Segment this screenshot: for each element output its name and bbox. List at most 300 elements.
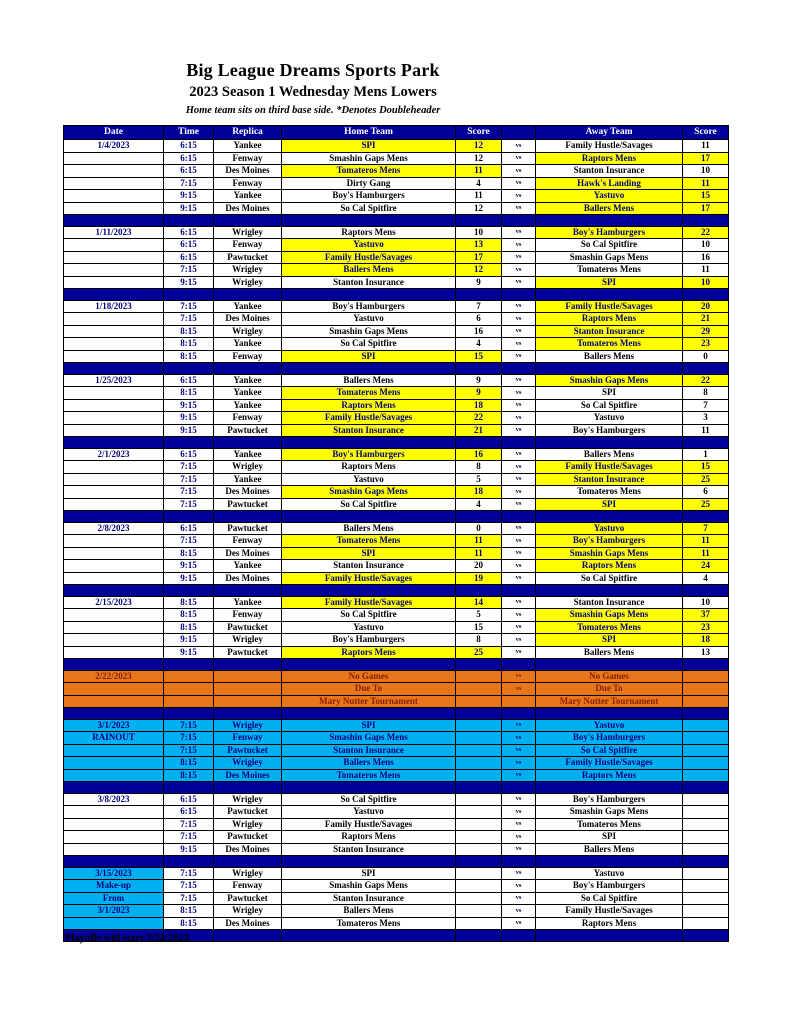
replica-cell: Des Moines [214,165,282,178]
column-header-7: Away Team [536,126,683,140]
separator-cell [456,437,502,449]
home-score-cell: 12 [456,202,502,215]
away-score-cell [683,867,729,880]
away-team-cell: Stanton Insurance [536,473,683,486]
game-row [64,226,729,239]
date-cell: 3/15/2023 [64,867,164,880]
away-score-cell [683,695,729,708]
date-cell [64,177,164,190]
time-cell: 7:15 [164,461,214,474]
time-cell: 9:15 [164,202,214,215]
time-cell: 7:15 [164,264,214,277]
game-row [64,325,729,338]
separator-cell [683,930,729,942]
time-cell: 8:15 [164,769,214,782]
vs-cell: vs [502,535,536,548]
game-row [64,412,729,425]
away-score-cell [683,732,729,745]
away-team-cell: Smashin Gaps Mens [536,547,683,560]
separator-cell [282,930,456,942]
home-score-cell: 5 [456,609,502,622]
separator-cell [214,215,282,227]
away-score-cell: 37 [683,609,729,622]
home-score-cell: 10 [456,226,502,239]
vs-cell: vs [502,165,536,178]
vs-cell: vs [502,609,536,622]
replica-cell: Yankee [214,190,282,203]
vs-cell: vs [502,276,536,289]
vs-cell: vs [502,806,536,819]
replica-cell: Pawtucket [214,892,282,905]
away-score-cell [683,769,729,782]
separator-cell [502,289,536,301]
away-score-cell [683,670,729,683]
vs-cell: vs [502,350,536,363]
away-team-cell: Family Hustle/Savages [536,757,683,770]
time-cell: 8:15 [164,609,214,622]
time-cell: 7:15 [164,486,214,499]
time-cell: 7:15 [164,313,214,326]
away-score-cell: 13 [683,646,729,659]
away-team-cell: Ballers Mens [536,350,683,363]
away-team-cell: Yastuvo [536,190,683,203]
home-team-cell: Family Hustle/Savages [282,572,456,585]
separator-cell [536,363,683,375]
game-row [64,140,729,153]
home-score-cell [456,880,502,893]
vs-cell: vs [502,251,536,264]
vs-cell: vs [502,793,536,806]
game-row [64,560,729,573]
away-score-cell [683,806,729,819]
date-cell [64,399,164,412]
time-cell: 9:15 [164,190,214,203]
time-cell: 9:15 [164,560,214,573]
away-team-cell: Tomateros Mens [536,264,683,277]
game-row [64,695,729,708]
date-cell: Make-up [64,880,164,893]
home-score-cell: 7 [456,300,502,313]
replica-cell: Pawtucket [214,424,282,437]
away-score-cell [683,892,729,905]
time-cell: 9:15 [164,424,214,437]
column-header-2: Time [164,126,214,140]
away-score-cell: 11 [683,140,729,153]
time-cell: 7:15 [164,867,214,880]
home-team-cell: Boy's Hamburgers [282,190,456,203]
time-cell: 8:15 [164,325,214,338]
vs-cell: vs [502,338,536,351]
date-cell [64,338,164,351]
column-header-3: Replica [214,126,282,140]
home-team-cell: Raptors Mens [282,399,456,412]
vs-cell: vs [502,498,536,511]
date-cell [64,473,164,486]
game-row [64,522,729,535]
away-score-cell [683,843,729,856]
separator-cell [164,363,214,375]
replica-cell [214,683,282,696]
time-cell: 8:15 [164,621,214,634]
replica-cell: Pawtucket [214,621,282,634]
home-score-cell: 12 [456,140,502,153]
home-score-cell [456,793,502,806]
separator-cell [164,782,214,794]
replica-cell: Wrigley [214,818,282,831]
time-cell: 8:15 [164,387,214,400]
away-team-cell: Smashin Gaps Mens [536,806,683,819]
separator-cell [683,782,729,794]
vs-cell: vs [502,177,536,190]
replica-cell: Fenway [214,535,282,548]
vs-cell: vs [502,905,536,918]
separator-cell [502,585,536,597]
home-team-cell: SPI [282,719,456,732]
vs-cell: vs [502,522,536,535]
vs-cell: vs [502,473,536,486]
home-score-cell: 4 [456,498,502,511]
away-score-cell [683,757,729,770]
replica-cell: Pawtucket [214,831,282,844]
away-team-cell: Due To [536,683,683,696]
date-cell [64,325,164,338]
home-score-cell: 5 [456,473,502,486]
separator-cell [536,585,683,597]
home-team-cell: Boy's Hamburgers [282,300,456,313]
home-team-cell: Stanton Insurance [282,424,456,437]
away-team-cell: Boy's Hamburgers [536,793,683,806]
home-score-cell: 19 [456,572,502,585]
home-score-cell: 4 [456,338,502,351]
away-team-cell: So Cal Spitfire [536,572,683,585]
away-team-cell: So Cal Spitfire [536,399,683,412]
separator-row [64,289,729,301]
away-score-cell: 10 [683,596,729,609]
separator-cell [64,659,164,671]
game-row [64,264,729,277]
away-team-cell: SPI [536,831,683,844]
date-cell [64,572,164,585]
away-score-cell: 17 [683,202,729,215]
separator-cell [536,708,683,720]
game-row [64,880,729,893]
replica-cell: Yankee [214,560,282,573]
home-score-cell [456,818,502,831]
home-team-cell: Smashin Gaps Mens [282,732,456,745]
date-cell: 2/1/2023 [64,448,164,461]
replica-cell: Wrigley [214,719,282,732]
separator-cell [164,289,214,301]
separator-row [64,585,729,597]
away-team-cell: Ballers Mens [536,448,683,461]
game-row [64,843,729,856]
away-team-cell: SPI [536,498,683,511]
date-cell [64,806,164,819]
playoffs-note: Playoffs will start 3/22/2023 [65,933,189,944]
separator-cell [214,437,282,449]
time-cell: 6:15 [164,448,214,461]
time-cell: 9:15 [164,412,214,425]
away-score-cell: 15 [683,461,729,474]
separator-cell [164,511,214,523]
home-score-cell: 14 [456,596,502,609]
game-row [64,917,729,930]
away-score-cell: 20 [683,300,729,313]
home-score-cell [456,670,502,683]
vs-cell: vs [502,264,536,277]
away-team-cell: So Cal Spitfire [536,239,683,252]
page-subtitle: 2023 Season 1 Wednesday Mens Lowers [189,84,437,100]
away-team-cell: SPI [536,276,683,289]
vs-cell: vs [502,226,536,239]
separator-cell [214,659,282,671]
away-team-cell: Ballers Mens [536,202,683,215]
game-row [64,547,729,560]
time-cell: 8:15 [164,547,214,560]
replica-cell: Wrigley [214,276,282,289]
separator-cell [456,511,502,523]
replica-cell: Pawtucket [214,498,282,511]
game-row [64,473,729,486]
vs-cell: vs [502,892,536,905]
time-cell: 6:15 [164,806,214,819]
separator-cell [502,511,536,523]
separator-cell [502,930,536,942]
game-row [64,202,729,215]
game-row [64,387,729,400]
replica-cell: Fenway [214,239,282,252]
replica-cell: Des Moines [214,547,282,560]
home-team-cell: Yastuvo [282,239,456,252]
away-score-cell: 4 [683,572,729,585]
home-score-cell: 11 [456,165,502,178]
separator-cell [683,511,729,523]
vs-cell: vs [502,621,536,634]
home-team-cell: Stanton Insurance [282,892,456,905]
time-cell: 8:15 [164,905,214,918]
column-header-4: Home Team [282,126,456,140]
away-team-cell: Yastuvo [536,412,683,425]
game-row [64,313,729,326]
home-team-cell: Smashin Gaps Mens [282,486,456,499]
away-team-cell: Family Hustle/Savages [536,140,683,153]
away-team-cell: Mary Nutter Tournament [536,695,683,708]
schedule-table [63,125,729,942]
replica-cell: Fenway [214,880,282,893]
away-score-cell: 17 [683,152,729,165]
home-team-cell: SPI [282,867,456,880]
home-team-cell: Family Hustle/Savages [282,818,456,831]
game-row [64,276,729,289]
time-cell: 7:15 [164,300,214,313]
vs-cell: vs [502,190,536,203]
away-team-cell: Smashin Gaps Mens [536,251,683,264]
replica-cell: Wrigley [214,757,282,770]
home-team-cell: Ballers Mens [282,905,456,918]
away-score-cell: 11 [683,424,729,437]
home-team-cell: Tomateros Mens [282,535,456,548]
home-score-cell: 8 [456,461,502,474]
vs-cell: vs [502,880,536,893]
replica-cell: Yankee [214,140,282,153]
time-cell: 7:15 [164,732,214,745]
away-team-cell: No Games [536,670,683,683]
home-score-cell: 8 [456,634,502,647]
separator-cell [683,659,729,671]
date-cell: 3/1/2023 [64,719,164,732]
home-score-cell: 12 [456,264,502,277]
replica-cell: Wrigley [214,264,282,277]
date-cell [64,239,164,252]
separator-cell [536,289,683,301]
date-cell [64,276,164,289]
home-score-cell [456,892,502,905]
separator-cell [164,585,214,597]
separator-cell [164,708,214,720]
time-cell: 7:15 [164,177,214,190]
home-team-cell: Ballers Mens [282,522,456,535]
separator-cell [683,856,729,868]
vs-cell: vs [502,670,536,683]
date-cell: 1/11/2023 [64,226,164,239]
game-row [64,596,729,609]
date-cell: 3/1/2023 [64,905,164,918]
separator-cell [164,659,214,671]
home-score-cell: 9 [456,276,502,289]
away-team-cell: Boy's Hamburgers [536,535,683,548]
home-team-cell: So Cal Spitfire [282,793,456,806]
time-cell [164,683,214,696]
home-team-cell: So Cal Spitfire [282,338,456,351]
away-score-cell: 10 [683,165,729,178]
time-cell: 7:15 [164,880,214,893]
game-row [64,646,729,659]
vs-cell: vs [502,572,536,585]
home-score-cell: 16 [456,325,502,338]
away-score-cell: 11 [683,535,729,548]
time-cell: 6:15 [164,522,214,535]
date-cell [64,424,164,437]
replica-cell: Yankee [214,387,282,400]
time-cell: 8:15 [164,350,214,363]
game-row [64,535,729,548]
away-team-cell: Tomateros Mens [536,338,683,351]
home-team-cell: Stanton Insurance [282,843,456,856]
away-score-cell [683,719,729,732]
home-team-cell: SPI [282,350,456,363]
home-score-cell: 21 [456,424,502,437]
time-cell: 9:15 [164,276,214,289]
replica-cell [214,695,282,708]
home-team-cell: Family Hustle/Savages [282,251,456,264]
away-team-cell: So Cal Spitfire [536,744,683,757]
replica-cell: Wrigley [214,905,282,918]
game-row [64,486,729,499]
home-score-cell: 11 [456,190,502,203]
home-score-cell [456,695,502,708]
home-team-cell: Raptors Mens [282,646,456,659]
separator-cell [214,363,282,375]
date-cell: 2/22/2023 [64,670,164,683]
home-score-cell: 6 [456,313,502,326]
separator-cell [64,856,164,868]
away-score-cell: 3 [683,412,729,425]
away-score-cell: 25 [683,498,729,511]
replica-cell: Yankee [214,448,282,461]
home-team-cell: Yastuvo [282,621,456,634]
home-team-cell: Ballers Mens [282,757,456,770]
date-cell [64,461,164,474]
replica-cell: Yankee [214,596,282,609]
separator-cell [536,437,683,449]
away-score-cell: 23 [683,621,729,634]
away-team-cell: Smashin Gaps Mens [536,374,683,387]
away-score-cell: 6 [683,486,729,499]
separator-row [64,708,729,720]
replica-cell: Fenway [214,350,282,363]
date-cell: 1/18/2023 [64,300,164,313]
away-team-cell: Ballers Mens [536,646,683,659]
separator-cell [214,856,282,868]
date-cell: From [64,892,164,905]
home-score-cell: 25 [456,646,502,659]
replica-cell: Yankee [214,338,282,351]
separator-cell [164,215,214,227]
vs-cell: vs [502,461,536,474]
date-cell [64,560,164,573]
game-row [64,634,729,647]
away-team-cell: Yastuvo [536,719,683,732]
away-team-cell: Boy's Hamburgers [536,732,683,745]
separator-cell [536,782,683,794]
away-score-cell: 7 [683,399,729,412]
date-cell [64,621,164,634]
separator-cell [536,930,683,942]
vs-cell: vs [502,744,536,757]
game-row [64,239,729,252]
page-headings [63,60,563,116]
time-cell: 6:15 [164,226,214,239]
replica-cell: Wrigley [214,325,282,338]
replica-cell: Wrigley [214,793,282,806]
home-score-cell: 16 [456,448,502,461]
away-team-cell: Tomateros Mens [536,621,683,634]
replica-cell: Fenway [214,732,282,745]
home-team-cell: Tomateros Mens [282,387,456,400]
away-score-cell [683,818,729,831]
game-row [64,719,729,732]
separator-cell [214,289,282,301]
date-cell [64,152,164,165]
vs-cell: vs [502,867,536,880]
game-row [64,732,729,745]
home-score-cell: 22 [456,412,502,425]
away-team-cell: Raptors Mens [536,769,683,782]
home-team-cell: So Cal Spitfire [282,609,456,622]
date-cell [64,609,164,622]
away-team-cell: Yastuvo [536,522,683,535]
vs-cell: vs [502,374,536,387]
away-score-cell: 11 [683,264,729,277]
separator-cell [683,363,729,375]
separator-row [64,215,729,227]
separator-cell [282,708,456,720]
date-cell [64,498,164,511]
game-row [64,152,729,165]
replica-cell: Des Moines [214,313,282,326]
home-team-cell: Tomateros Mens [282,917,456,930]
column-header-5: Score [456,126,502,140]
